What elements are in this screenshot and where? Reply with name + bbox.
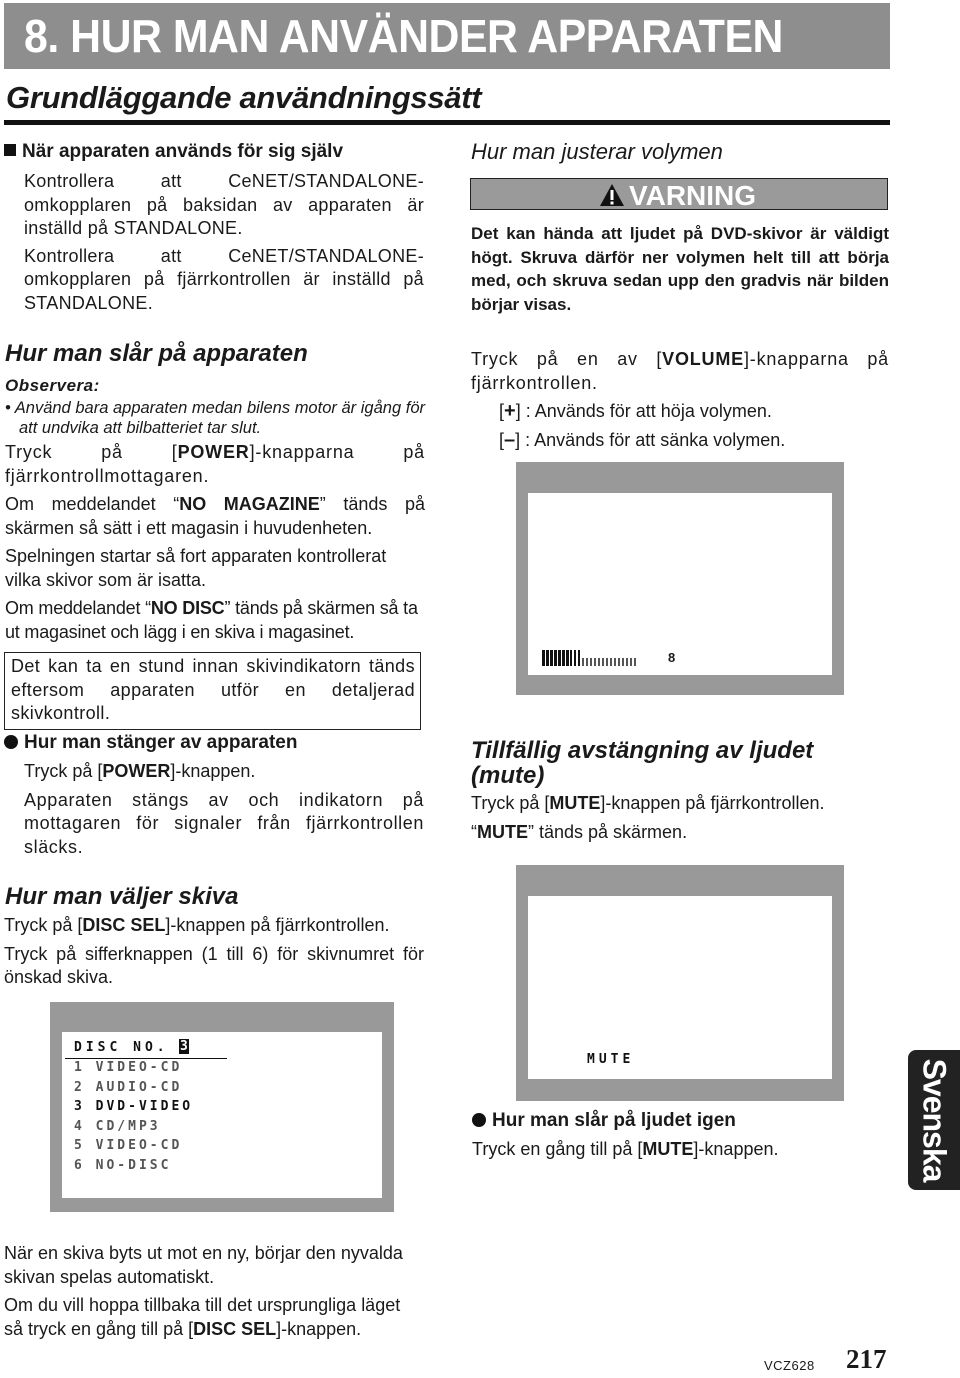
round-bullet-icon (4, 735, 18, 749)
volume-segment (634, 658, 637, 666)
section-subtitle: Grundläggande användningssätt (6, 80, 482, 115)
standalone-p2: Kontrollera att CeNET/STANDALONE-omkopplaren på fjärrkontrollen är inställd på STANDALONE. (24, 245, 424, 313)
power-on-heading: Hur man slår på apparaten (5, 340, 308, 367)
volume-segment (618, 658, 621, 666)
model-code: VCZ628 (764, 1358, 815, 1373)
volume-p1: Tryck på en av [VOLUME]-knapparna på fjärrkontrollen. (471, 349, 889, 393)
warning-box (470, 178, 888, 210)
disc-select-section (4, 914, 424, 990)
volume-level-value: 8 (668, 650, 676, 665)
volume-segment (586, 658, 589, 666)
unmute-section (472, 1110, 890, 1162)
volume-segment (542, 650, 545, 666)
disc-no-label: DISC NO. (74, 1040, 169, 1055)
volume-segment (598, 658, 601, 666)
volume-segment (606, 658, 609, 666)
list-item: 1 VIDEO-CD (74, 1060, 183, 1075)
volume-segment (590, 658, 593, 666)
list-item: 5 VIDEO-CD (74, 1138, 183, 1153)
disc-select-p2: Tryck på sifferknappen (1 till 6) för skivnumret för önskad skiva. (4, 943, 424, 987)
observe-text: • Använd bara apparaten medan bilens motor är igång för att undvika att bilbatteriet tar slut. (5, 399, 425, 437)
square-bullet-icon (4, 144, 16, 156)
volume-section (471, 348, 889, 452)
mute-heading: Tillfällig avstängning av ljudet (mute) (471, 737, 814, 789)
volume-segment (582, 658, 585, 666)
volume-segment (622, 658, 625, 666)
warning-triangle-icon (599, 183, 625, 207)
list-item: 4 CD/MP3 (74, 1118, 161, 1134)
volume-segment (550, 650, 553, 666)
power-on-p1: Tryck på [POWER]-knapparna på fjärrkontrollmottagaren. (5, 442, 425, 486)
minus-key: – (504, 428, 516, 451)
unmute-p1: Tryck en gång till på [MUTE]-knappen. (472, 1139, 779, 1159)
volume-segment (630, 658, 633, 666)
list-item: 2 AUDIO-CD (74, 1079, 183, 1095)
disc-no-value: 3 (180, 1039, 188, 1054)
bottom-p2: Om du vill hoppa tillbaka till det ursprungliga läget så tryck en gång till på [DISC SEL]-knappen. (4, 1295, 401, 1339)
page-number: 217 (846, 1344, 887, 1374)
volume-heading: Hur man justerar volymen (471, 139, 723, 164)
mute-screen-text: MUTE (587, 1052, 635, 1067)
mute-screen (516, 865, 844, 1101)
disc-select-p1: Tryck på [DISC SEL]-knappen på fjärrkontrollen. (4, 915, 390, 935)
warning-text: Det kan hända att ljudet på DVD-skivor är väldigt högt. Skruva därför ner volymen helt till att börja med, och skruva sedan upp den gradvis när bilden börjar visas. (471, 224, 889, 314)
warning-label: VARNING (629, 180, 757, 211)
power-off-p1: Tryck på [POWER]-knappen. (24, 761, 256, 781)
volume-segment (574, 650, 577, 666)
plus-key: + (504, 400, 516, 422)
volume-plus-line: [+] : Används för att höja volymen. (499, 400, 772, 422)
mute-p2: “MUTE” tänds på skärmen. (471, 821, 688, 842)
round-bullet-icon (472, 1113, 486, 1127)
header-rule (4, 120, 890, 125)
standalone-p1: Kontrollera att CeNET/STANDALONE-omkopplaren på baksidan av apparaten är inställd på STANDALONE. (24, 171, 424, 238)
volume-segment (626, 658, 629, 666)
power-off-section (4, 732, 424, 859)
observe-label: Observera: (5, 376, 100, 395)
power-on-p2: Om meddelandet “NO MAGAZINE” tänds på skärmen så sätt i ett magasin i huvudenheten. (5, 494, 425, 538)
standalone-heading: När apparaten används för sig själv (22, 141, 344, 162)
volume-segment (566, 650, 569, 666)
disc-list (74, 1060, 193, 1177)
chapter-title: 8. HUR MAN ANVÄNDER APPARATEN (24, 10, 783, 62)
volume-segment (562, 650, 565, 666)
volume-segment (594, 658, 597, 666)
disc-select-screen (50, 1002, 394, 1212)
volume-segment (614, 658, 617, 666)
note-text: Det kan ta en stund innan skivindikatorn tänds eftersom apparaten utför en detaljerad skivkontroll. (11, 656, 415, 723)
standalone-section (4, 141, 424, 315)
volume-segment (602, 658, 605, 666)
list-item: 3 DVD-VIDEO (74, 1099, 194, 1114)
mute-section (471, 738, 889, 844)
volume-segment (546, 650, 549, 666)
volume-segment (578, 650, 581, 666)
power-on-p4: Om meddelandet “NO DISC” tänds på skärmen så ta ut magasinet och lägg i en skiva i magasinet. (5, 598, 418, 642)
volume-segment (554, 650, 557, 666)
list-item: 6 NO-DISC (74, 1157, 172, 1173)
disc-select-heading: Hur man väljer skiva (5, 883, 239, 910)
volume-minus-line: [–] : Används för att sänka volymen. (499, 428, 786, 451)
volume-level-bar (542, 650, 638, 671)
power-off-p2: Apparaten stängs av och indikatorn på mottagaren för signaler från fjärrkontrollen släcks. (24, 789, 424, 857)
bottom-notes (4, 1242, 424, 1341)
language-tab (908, 1050, 960, 1190)
volume-segment (610, 658, 613, 666)
unmute-heading: Hur man slår på ljudet igen (492, 1110, 736, 1131)
mute-p1: Tryck på [MUTE]-knappen på fjärrkontrollen. (471, 793, 825, 813)
language-tab-label: Svenska (916, 1058, 953, 1182)
volume-segment (570, 650, 573, 666)
disc-no-header (65, 1038, 227, 1059)
power-off-heading: Hur man stänger av apparaten (24, 732, 298, 753)
power-on-p3: Spelningen startar så fort apparaten kontrollerat vilka skivor som är isatta. (5, 546, 387, 590)
chapter-header (4, 3, 890, 69)
bottom-p1: När en skiva byts ut mot en ny, börjar den nyvalda skivan spelas automatiskt. (4, 1243, 403, 1287)
volume-segment (558, 650, 561, 666)
power-on-section (5, 376, 425, 644)
